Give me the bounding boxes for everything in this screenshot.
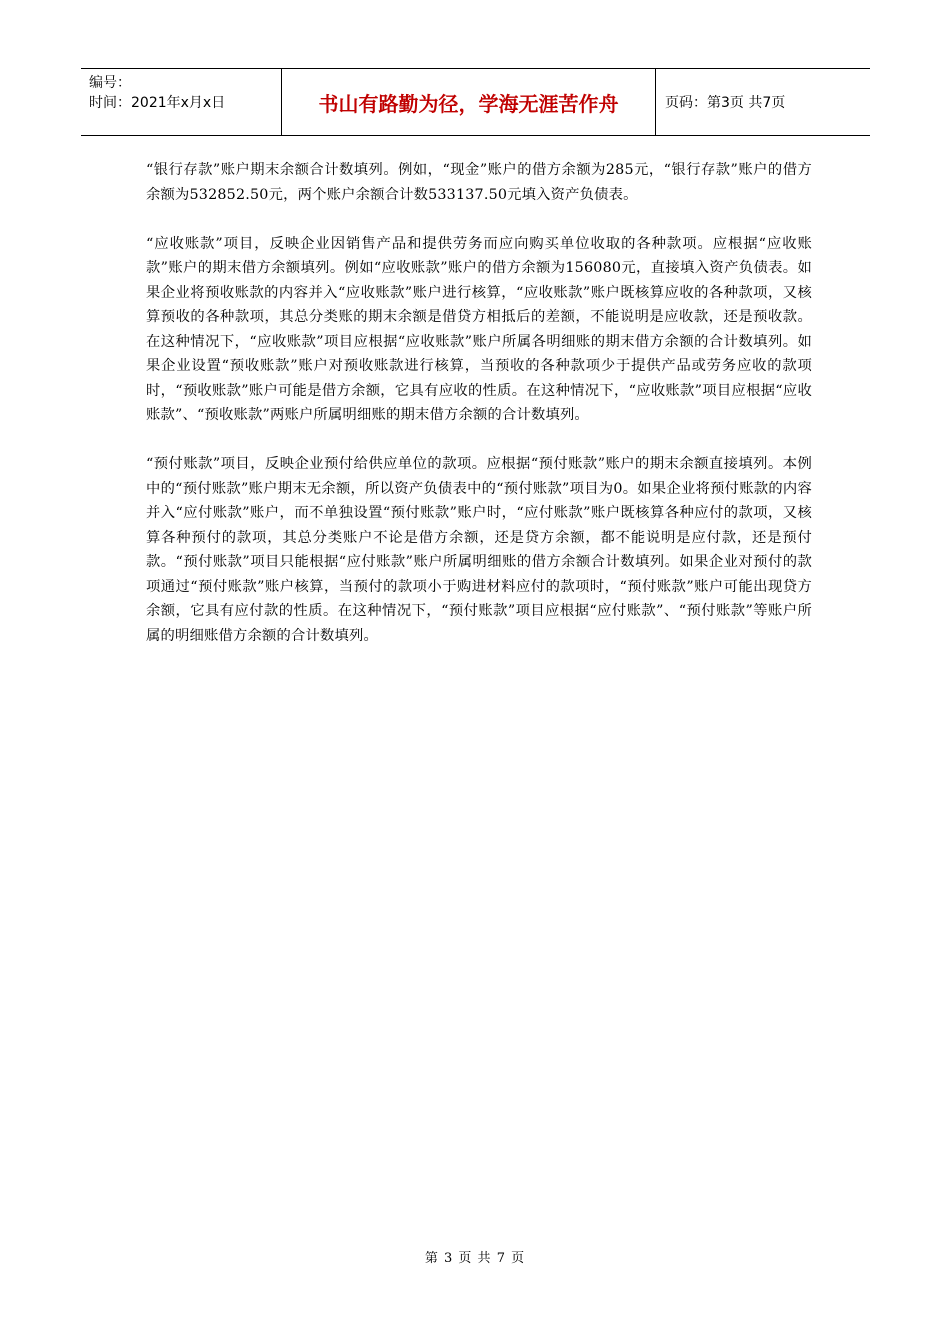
header-motto: 书山有路勤为径，学海无涯苦作舟 xyxy=(282,69,656,135)
header-page-code: 页码：第3页 共7页 xyxy=(665,95,786,111)
document-number-label: 编号： xyxy=(89,75,131,91)
paragraph: “预付账款”项目，反映企业预付给供应单位的款项。应根据“预付账款”账户的期末余额直接填列。本例中的“预付账款”账户期末无余额，所以资产负债表中的“预付账款”项目为0。如果企业将预付账款的内容并入“应付账款”账户，而不单独设置“预付账款”账户时，“应付账款”账户既核算各种应付的款项，又核算各种预付的款项，其总分类账户不论是借方余额，还是贷方余额，都不能说明是应付款，还是预付款。“预付账款”项目只能根据“应付账款”账户所属明细账的借方余额合计数填列。如果企业对预付的款项通过“预付账款”账户核算，当预付的款项小于购进材料应付的款项时，“预付账款”账户可能出现贷方余额，它具有应付款的性质。在这种情况下，“预付账款”项目应根据“应付账款”、“预付账款”等账户所属的明细账借方余额的合计数填列。 xyxy=(146,456,812,644)
document-body xyxy=(146,158,812,673)
paragraph: “银行存款”账户期末余额合计数填列。例如，“现金”账户的借方余额为285元，“银行存款”账户的借方余额为532852.50元，两个账户余额合计数533137.50元填入资产负债表。 xyxy=(146,162,812,203)
header-meta xyxy=(81,69,282,135)
page-footer: 第 3 页 共 7 页 xyxy=(424,1251,526,1266)
paragraph: “应收账款”项目，反映企业因销售产品和提供劳务而应向购买单位收取的各种款项。应根据“应收账款”账户的期末借方余额填列。例如“应收账款”账户的借方余额为156080元，直接填入资产负债表。如果企业将预收账款的内容并入“应收账款”账户进行核算，“应收账款”账户既核算应收的各种款项，又核算预收的各种款项，其总分类账的期末余额是借贷方相抵后的差额，不能说明是应收款，还是预收款。在这种情况下，“应收账款”项目应根据“应收账款”账户所属各明细账的期末借方余额的合计数填列。如果企业设置“预收账款”账户对预收账款进行核算，当预收的各种款项少于提供产品或劳务应收的款项时，“预收账款”账户可能是借方余额，它具有应收的性质。在这种情况下，“应收账款”项目应根据“应收账款”、“预收账款”两账户所属明细账的期末借方余额的合计数填列。 xyxy=(146,235,812,423)
page-header xyxy=(81,68,870,136)
document-date: 时间：2021年x月x日 xyxy=(89,95,226,111)
